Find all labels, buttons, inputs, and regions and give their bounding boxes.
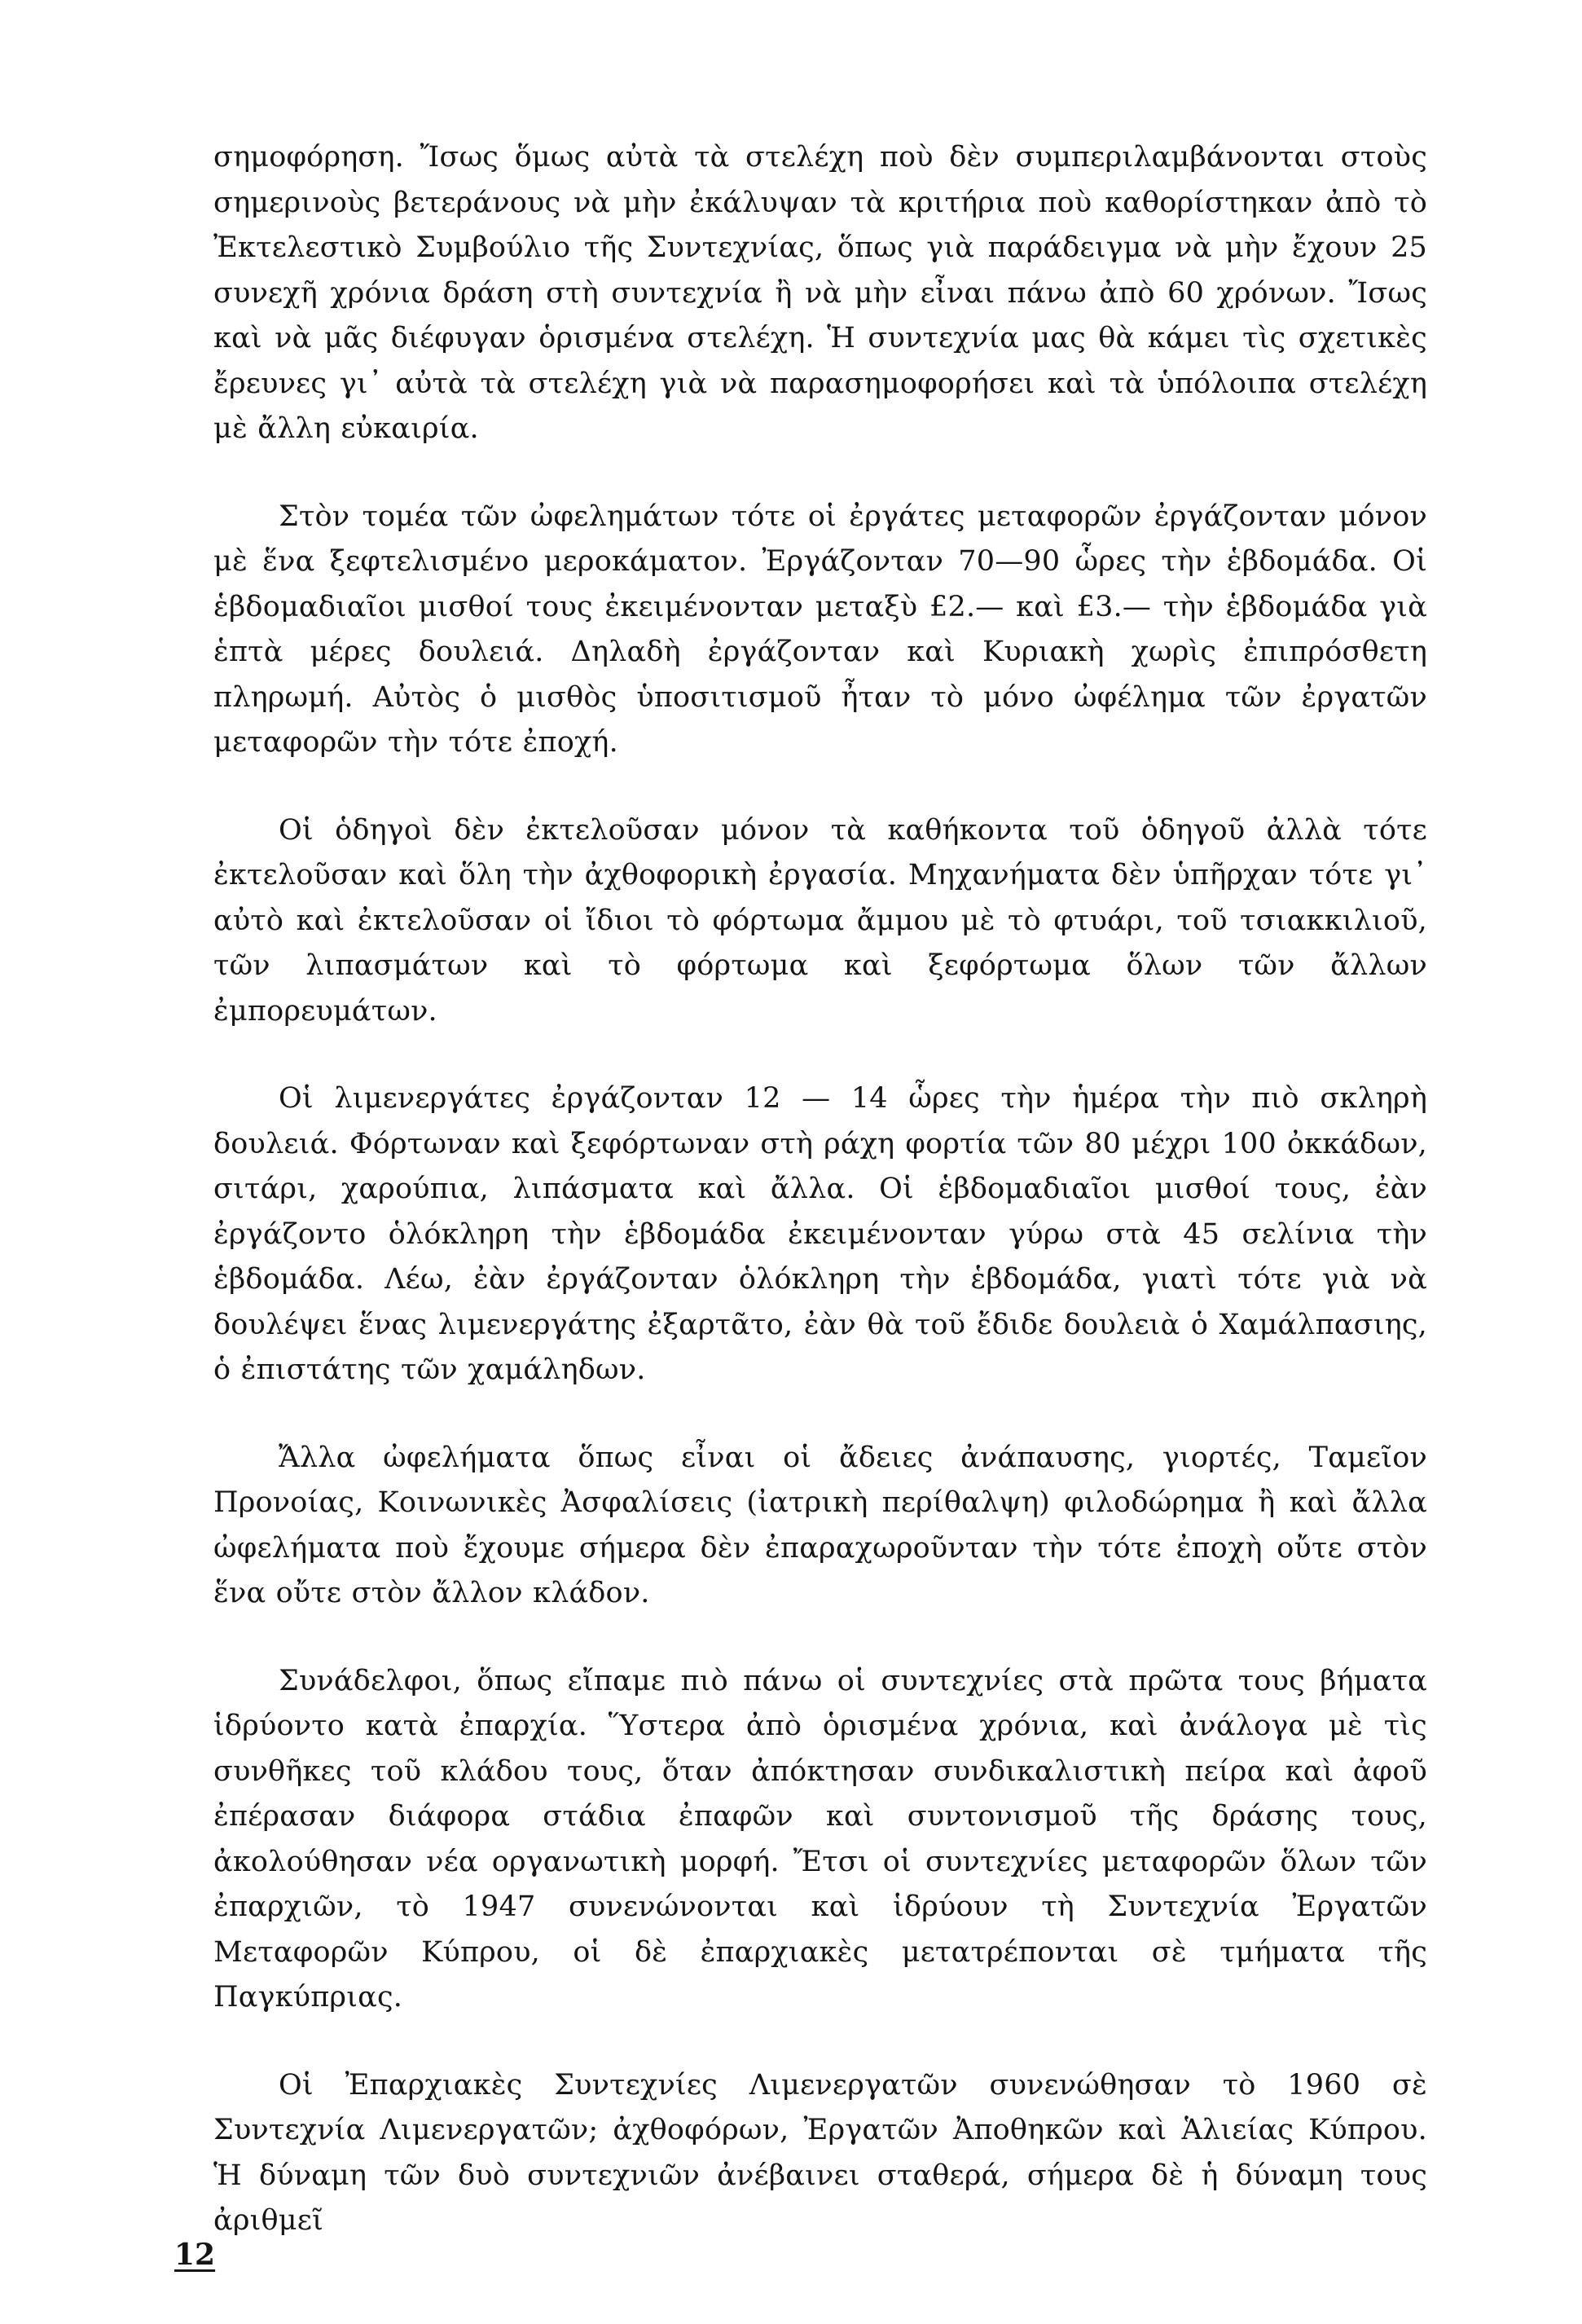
paragraph-1: σημοφόρηση. Ἴσως ὅμως αὐτὰ τὰ στελέχη ποὺ δὲν συμπεριλαμβάνονται στοὺς σημερινοὺς βετεράνους νὰ μὴν ἐκάλυψαν τὰ κριτήρια ποὺ καθορίστηκαν ἀπὸ τὸ Ἐκτελεστικὸ Συμβούλιο τῆς Συντεχνίας, ὅπως γιὰ παράδειγμα νὰ μὴν ἔχουν 25 συνεχῆ χρόνια δράση στὴ συντεχνία ἢ νὰ μὴν εἶναι πάνω ἀπὸ 60 χρόνων. Ἴσως καὶ νὰ μᾶς διέφυγαν ὁρισμένα στελέχη. Ἡ συντεχνία μας θὰ κάμει τὶς σχετικὲς ἔρευνες γι᾿ αὐτὰ τὰ στελέχη γιὰ νὰ παρασημοφορήσει καὶ τὰ ὑπόλοιπα στελέχη μὲ ἄλλη εὐκαιρία. bbox=[213, 141, 1427, 445]
paragraph-2: Στὸν τομέα τῶν ὠφελημάτων τότε οἱ ἐργάτες μεταφορῶν ἐργάζονταν μόνον μὲ ἕνα ξεφτελισμένο μεροκάματον. Ἐργάζονταν 70—90 ὧρες τὴν ἑβδομάδα. Οἱ ἑβδομαδιαῖοι μισθοί τους ἐκειμένονταν μεταξὺ £2.— καὶ £3.— τὴν ἑβδομάδα γιὰ ἑπτὰ μέρες δουλειά. Δηλαδὴ ἐργάζονταν καὶ Κυριακὴ χωρὶς ἐπιπρόσθετη πληρωμή. Αὐτὸς ὁ μισθὸς ὑποσιτισμοῦ ἦταν τὸ μόνο ὠφέλημα τῶν ἐργατῶν μεταφορῶν τὴν τότε ἐποχή. bbox=[213, 500, 1427, 759]
paragraph-7: Οἱ Ἐπαρχιακὲς Συντεχνίες Λιμενεργατῶν συνενώθησαν τὸ 1960 σὲ Συντεχνία Λιμενεργατῶν; ἀχθοφόρων, Ἐργατῶν Ἀποθηκῶν καὶ Ἁλιείας Κύπρου. Ἡ δύναμη τῶν δυὸ συντεχνιῶν ἀνέβαινει σταθερά, σήμερα δὲ ἡ δύναμη τους ἀριθμεῖ bbox=[213, 2068, 1427, 2237]
page-number: 12 bbox=[174, 2238, 216, 2272]
paragraph-5: Ἄλλα ὠφελήματα ὅπως εἶναι οἱ ἄδειες ἀνάπαυσης, γιορτές, Ταμεῖον Προνοίας, Κοινωνικὲς Ἀσφαλίσεις (ἰατρικὴ περίθαλψη) φιλοδώρημα ἢ καὶ ἄλλα ὠφελήματα ποὺ ἔχουμε σήμερα δὲν ἐπαραχωροῦνταν τὴν τότε ἐποχὴ οὔτε στὸν ἕνα οὔτε στὸν ἄλλον κλάδον. bbox=[213, 1441, 1427, 1609]
paragraph-3: Οἱ ὁδηγοὶ δὲν ἐκτελοῦσαν μόνον τὰ καθήκοντα τοῦ ὁδηγοῦ ἀλλὰ τότε ἐκτελοῦσαν καὶ ὅλη τὴν ἀχθοφορικὴ ἐργασία. Μηχανήματα δὲν ὑπῆρχαν τότε γι᾿ αὐτὸ καὶ ἐκτελοῦσαν οἱ ἴδιοι τὸ φόρτωμα ἄμμου μὲ τὸ φτυάρι, τοῦ τσιακκιλιοῦ, τῶν λιπασμάτων καὶ τὸ φόρτωμα καὶ ξεφόρτωμα ὅλων τῶν ἄλλων ἐμπορευμάτων. bbox=[213, 813, 1427, 1028]
body-text bbox=[213, 135, 1427, 2287]
paragraph-6: Συνάδελφοι, ὅπως εἴπαμε πιὸ πάνω οἱ συντεχνίες στὰ πρῶτα τους βήματα ἱδρύοντο κατὰ ἐπαρχία. Ὕστερα ἀπὸ ὁρισμένα χρόνια, καὶ ἀνάλογα μὲ τὶς συνθῆκες τοῦ κλάδου τους, ὅταν ἀπόκτησαν συνδικαλιστικὴ πείρα καὶ ἀφοῦ ἐπέρασαν διάφορα στάδια ἐπαφῶν καὶ συντονισμοῦ τῆς δράσης τους, ἀκολούθησαν νέα οργανωτικὴ μορφή. Ἔτσι οἱ συντεχνίες μεταφορῶν ὅλων τῶν ἐπαρχιῶν, τὸ 1947 συνενώνονται καὶ ἱδρύουν τὴ Συντεχνία Ἐργατῶν Μεταφορῶν Κύπρου, οἱ δὲ ἐπαρχιακὲς μετατρέπονται σὲ τμήματα τῆς Παγκύπριας. bbox=[213, 1664, 1427, 2014]
paragraph-4: Οἱ λιμενεργάτες ἐργάζονταν 12 — 14 ὧρες τὴν ἡμέρα τὴν πιὸ σκληρὴ δουλειά. Φόρτωναν καὶ ξεφόρτωναν στὴ ράχη φορτία τῶν 80 μέχρι 100 ὀκκάδων, σιτάρι, χαρούπια, λιπάσματα καὶ ἄλλα. Οἱ ἑβδομαδιαῖοι μισθοί τους, ἐὰν ἐργάζοντο ὁλόκληρη τὴν ἑβδομάδα ἐκειμένονταν γύρω στὰ 45 σελίνια τὴν ἑβδομάδα. Λέω, ἐὰν ἐργάζονταν ὁλόκληρη τὴν ἑβδομάδα, γιατὶ τότε γιὰ νὰ δουλέψει ἕνας λιμενεργάτης ἐξαρτᾶτο, ἐὰν θὰ τοῦ ἔδιδε δουλειὰ ὁ Χαμάλπασιης, ὁ ἐπιστάτης τῶν χαμάληδων. bbox=[213, 1082, 1427, 1386]
